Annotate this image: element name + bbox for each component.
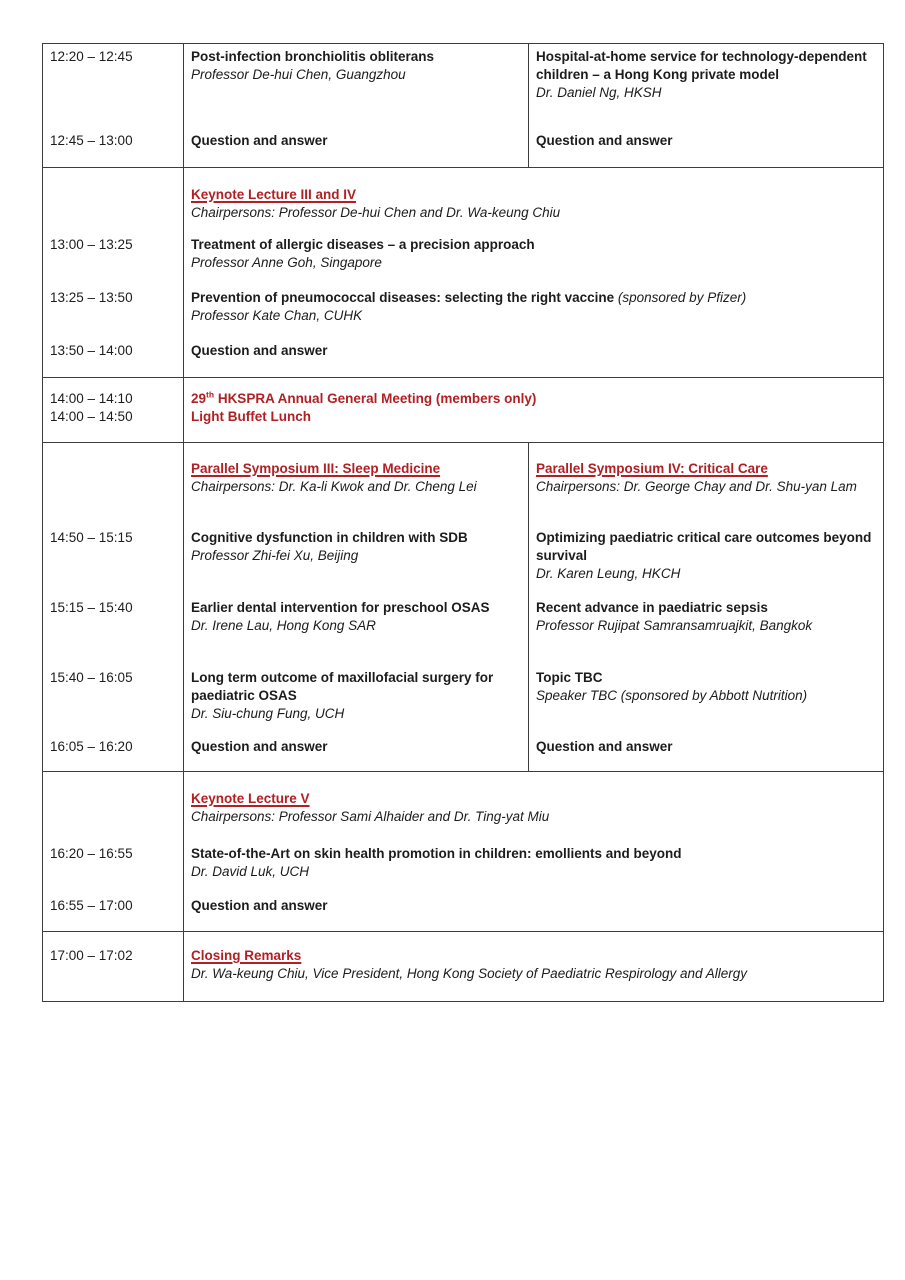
session-block [536, 48, 874, 102]
sponsor-note: (sponsored by Pfizer) [614, 290, 747, 305]
session-cell [184, 44, 529, 167]
time-label: 16:55 – 17:00 [50, 898, 133, 913]
qa-label: Question and answer [191, 343, 328, 358]
time-label: 12:45 – 13:00 [50, 133, 133, 148]
session-block [191, 236, 874, 272]
time-label: 13:00 – 13:25 [50, 237, 133, 252]
time-cell [43, 168, 184, 377]
session-title: Cognitive dysfunction in children with SDB [191, 530, 468, 545]
agm-title [191, 390, 874, 408]
session-cell [184, 772, 883, 931]
table-row [43, 44, 883, 168]
table-row [43, 932, 883, 1001]
time-label: 17:00 – 17:02 [50, 948, 133, 963]
section-heading: Parallel Symposium IV: Critical Care [536, 461, 768, 476]
session-block [536, 529, 874, 583]
time-cell [43, 932, 184, 1001]
speaker-name: Professor Anne Goh, Singapore [191, 255, 382, 270]
table-row [43, 378, 883, 443]
session-title: Earlier dental intervention for preschool OSAS [191, 600, 490, 615]
speaker-name: Dr. Daniel Ng, HKSH [536, 85, 662, 100]
section-header-block [536, 460, 874, 496]
session-block [191, 845, 874, 881]
section-header-block [191, 790, 874, 826]
table-row [43, 443, 883, 772]
chairpersons: Chairpersons: Professor De-hui Chen and Dr. Wa-keung Chiu [191, 205, 561, 220]
speaker-name: Dr. Karen Leung, HKCH [536, 566, 681, 581]
lunch-label: Light Buffet Lunch [191, 409, 311, 424]
speaker-name: Dr. Wa-keung Chiu, Vice President, Hong Kong Society of Paediatric Respirology and Allergy [191, 966, 748, 981]
agm-title-ordinal: th [206, 389, 215, 400]
speaker-name: Professor Rujipat Samransamruajkit, Bangkok [536, 618, 813, 633]
session-title: Long term outcome of maxillofacial surgery for paediatric OSAS [191, 670, 494, 703]
session-title-line [191, 289, 874, 307]
chairpersons: Chairpersons: Dr. Ka-li Kwok and Dr. Cheng Lei [191, 479, 477, 494]
session-cell [529, 44, 883, 167]
time-label: 12:20 – 12:45 [50, 49, 133, 64]
session-block [191, 599, 519, 635]
speaker-name: Professor De-hui Chen, Guangzhou [191, 67, 406, 82]
section-heading: Parallel Symposium III: Sleep Medicine [191, 461, 441, 476]
session-block [191, 947, 874, 983]
schedule-table [42, 43, 884, 1002]
time-label: 14:00 – 14:10 [50, 391, 133, 406]
session-title: Topic TBC [536, 670, 603, 685]
time-label: 16:20 – 16:55 [50, 846, 133, 861]
chairpersons: Chairpersons: Dr. George Chay and Dr. Shu-yan Lam [536, 479, 857, 494]
speaker-name: Professor Zhi-fei Xu, Beijing [191, 548, 359, 563]
agm-title-number: 29 [191, 391, 207, 406]
time-cell [43, 772, 184, 931]
session-block [191, 48, 519, 84]
time-label: 13:25 – 13:50 [50, 290, 133, 305]
time-cell [43, 443, 184, 771]
agm-title-text: HKSPRA Annual General Meeting (members only) [214, 391, 537, 406]
session-cell [184, 168, 883, 377]
speaker-name: Dr. Siu-chung Fung, UCH [191, 706, 345, 721]
table-row [43, 772, 883, 932]
speaker-name: Professor Kate Chan, CUHK [191, 308, 363, 323]
session-block [191, 529, 519, 565]
time-label: 16:05 – 16:20 [50, 739, 133, 754]
time-label: 14:50 – 15:15 [50, 530, 133, 545]
speaker-name: Speaker TBC (sponsored by Abbott Nutrition) [536, 688, 808, 703]
session-title: State-of-the-Art on skin health promotion in children: emollients and beyond [191, 846, 682, 861]
session-title: Hospital-at-home service for technology-dependent children – a Hong Kong private model [536, 49, 867, 82]
chairpersons: Chairpersons: Professor Sami Alhaider and Dr. Ting-yat Miu [191, 809, 550, 824]
speaker-name: Dr. Irene Lau, Hong Kong SAR [191, 618, 376, 633]
session-title: Optimizing paediatric critical care outcomes beyond survival [536, 530, 872, 563]
table-row [43, 168, 883, 378]
qa-label: Question and answer [536, 133, 673, 148]
section-heading: Keynote Lecture V [191, 791, 310, 806]
time-cell [43, 378, 184, 442]
session-block [536, 669, 874, 705]
speaker-name: Dr. David Luk, UCH [191, 864, 310, 879]
session-cell [529, 443, 883, 771]
time-label: 15:15 – 15:40 [50, 600, 133, 615]
qa-label: Question and answer [536, 739, 673, 754]
qa-label: Question and answer [191, 133, 328, 148]
session-block [536, 599, 874, 635]
session-block [191, 390, 874, 426]
session-block [191, 289, 874, 325]
session-block [191, 669, 519, 723]
time-label: 14:00 – 14:50 [50, 409, 133, 424]
session-cell [184, 932, 883, 1001]
qa-label: Question and answer [191, 739, 328, 754]
session-title: Treatment of allergic diseases – a precision approach [191, 237, 535, 252]
session-title: Prevention of pneumococcal diseases: selecting the right vaccine [191, 290, 615, 305]
time-cell [43, 44, 184, 167]
section-header-block [191, 186, 874, 222]
qa-label: Question and answer [191, 898, 328, 913]
session-cell [184, 443, 529, 771]
time-label: 13:50 – 14:00 [50, 343, 133, 358]
section-heading: Closing Remarks [191, 948, 302, 963]
time-label: 15:40 – 16:05 [50, 670, 133, 685]
session-title: Post-infection bronchiolitis obliterans [191, 49, 435, 64]
session-title: Recent advance in paediatric sepsis [536, 600, 768, 615]
section-heading: Keynote Lecture III and IV [191, 187, 357, 202]
session-cell [184, 378, 883, 442]
section-header-block [191, 460, 519, 496]
time-block [50, 390, 174, 426]
